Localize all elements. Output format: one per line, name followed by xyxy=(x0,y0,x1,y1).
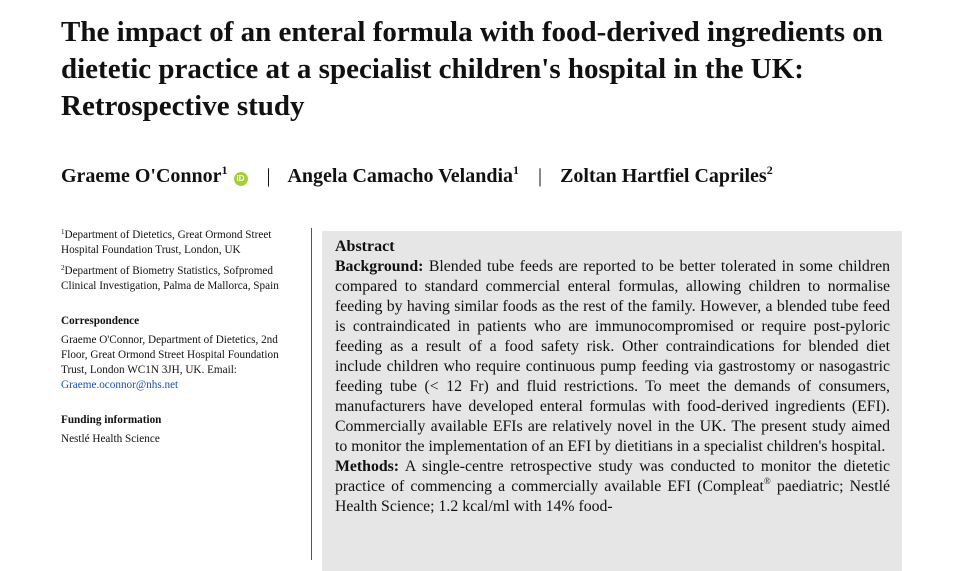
affiliation xyxy=(61,264,306,294)
email-label: Email: xyxy=(207,364,237,376)
author-affiliation-number: 1 xyxy=(221,163,228,177)
article-sidebar xyxy=(61,228,306,453)
affiliation xyxy=(61,228,306,258)
author-separator: | xyxy=(538,165,543,187)
funding-heading: Funding information xyxy=(61,414,162,426)
author-affiliation-number: 1 xyxy=(513,163,520,177)
affiliation-text: Department of Biometry Statistics, Sofpromed Clinical Investigation, Palma de Mallorca, Spain xyxy=(61,265,279,292)
abstract-background xyxy=(335,257,890,457)
author-list xyxy=(61,163,773,189)
author-name[interactable]: Graeme O'Connor xyxy=(61,165,222,187)
correspondence-heading: Correspondence xyxy=(61,315,140,327)
methods-text-continued: paediatric; Nestlé Health Science; 1.2 kcal/ml with 14% food- xyxy=(335,478,890,515)
column-divider xyxy=(311,228,312,560)
author-affiliation-number: 2 xyxy=(766,163,773,177)
article-title: The impact of an enteral formula with food-derived ingredients on dietetic practice at a specialist children's hospital in the UK: Retrospective study xyxy=(61,16,883,122)
methods-text: A single-centre retrospective study was conducted to monitor the dietetic practice of commencing a commercially available EFI (Compleat xyxy=(335,458,890,495)
author-separator: | xyxy=(266,165,271,187)
email-link[interactable]: Graeme.oconnor@nhs.net xyxy=(61,379,179,391)
methods-label: Methods: xyxy=(335,458,400,475)
orcid-icon[interactable]: iD xyxy=(234,172,248,186)
background-text: Blended tube feeds are reported to be better tolerated in some children compared to standard commercial enteral formulas, allowing children to normalise feeding by having similar foods as the rest of the family. However, a blended tube feed is contraindicated in patients who are immunocompromised or require post-pyloric feeding as a result of a food safety risk. Other contraindications for blended diet include children who require continuous pump feeding via gastrostomy or nasogastric feeding tube (< 12 Fr) and fluid restrictions. To meet the demands of consumers, manufacturers have developed enteral formulas with food-derived ingredients (EFI). Commercially available EFIs are relatively novel in the UK. The present study aimed to monitor the implementation of an EFI by dietitians in a specialist children's hospital. xyxy=(335,258,891,455)
author-name[interactable]: Zoltan Hartfiel Capriles xyxy=(560,165,767,187)
abstract-heading: Abstract xyxy=(335,238,395,255)
correspondence-address: Graeme O'Connor, Department of Dietetics, 2nd Floor, Great Ormond Street Hospital Foundation Trust, London WC1N 3JH, UK. xyxy=(61,334,279,376)
registered-mark: ® xyxy=(763,476,771,486)
abstract-box xyxy=(322,231,902,571)
funding-text: Nestlé Health Science xyxy=(61,433,160,445)
author-name[interactable]: Angela Camacho Velandia xyxy=(287,165,514,187)
affiliation-number: 2 xyxy=(61,264,65,272)
abstract-methods xyxy=(335,457,890,517)
affiliation-number: 1 xyxy=(61,228,65,236)
affiliation-text: Department of Dietetics, Great Ormond Street Hospital Foundation Trust, London, UK xyxy=(61,229,272,256)
background-label: Background: xyxy=(335,258,424,275)
correspondence-text xyxy=(61,333,306,393)
